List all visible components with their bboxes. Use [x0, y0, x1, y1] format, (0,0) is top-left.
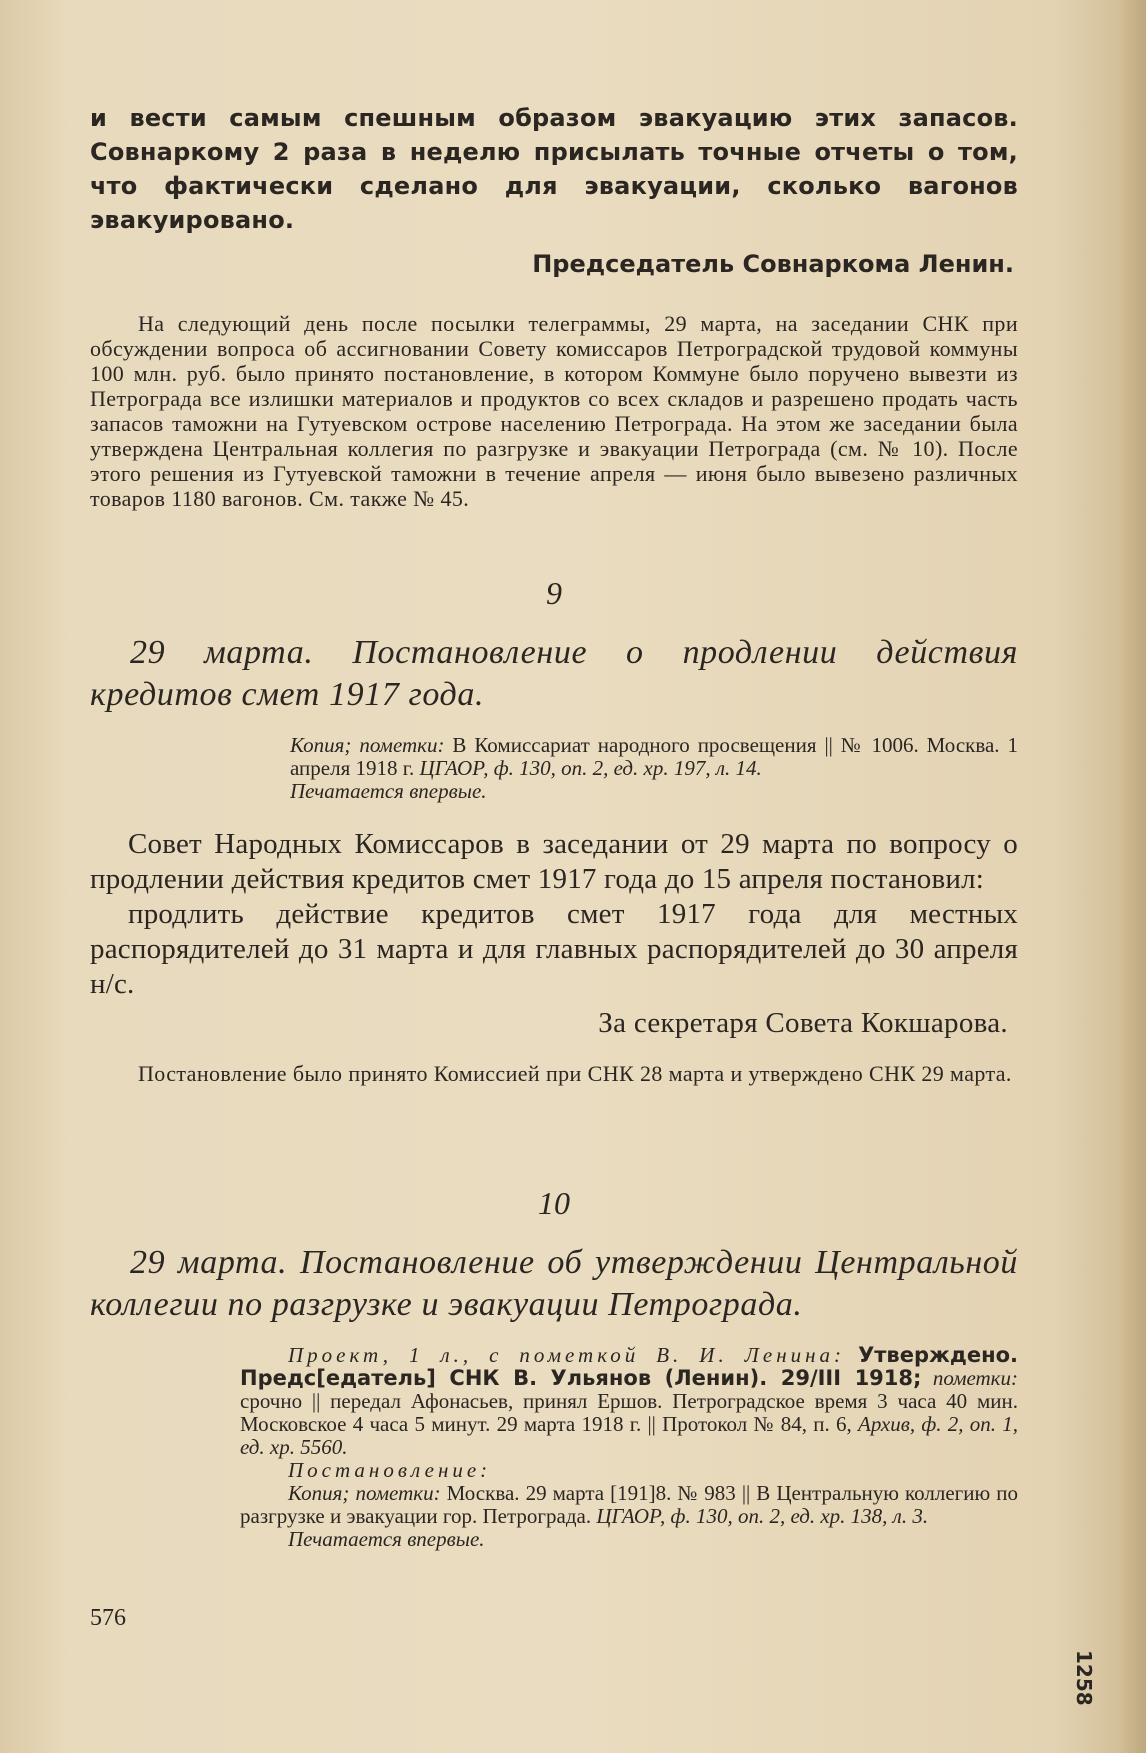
doc10-src1-bold: Утверждено. Предс[едатель] СНК В. Ульянов (Ленин). 29/III 1918;: [240, 1343, 1019, 1390]
top-commentary: На следующий день после посылки телеграммы, 29 марта, на заседании СНК при обсуждении вопроса об ассигновании Совету комиссаров Петроградской трудовой коммуны 100 млн. руб. было принято постановление, в котором Коммуне было поручено вывезти из Петрограда все излишки материалов и продуктов со всех складов и разрешено продать часть запасов таможни на Гутуевском острове населению Петрограда. На этом же заседании была утверждена Центральная коллегия по разгрузке и эвакуации Петрограда (см. № 10). После этого решения из Гутуевской таможни в течение апреля — июня было вывезено различных товаров 1180 вагонов. См. также № 45.: [90, 311, 1018, 511]
doc9-body-2: продлить действие кредитов смет 1917 года для местных распорядителей до 31 марта и для главных распорядителей до 30 апреля н/с.: [90, 898, 1018, 1000]
doc10-source-2: Постановление:: [288, 1458, 492, 1482]
doc10-title: 29 марта. Постановление об утверждении Центральной коллегии по разгрузке и эвакуации Петрограда.: [90, 1244, 1018, 1323]
doc9-number: 9: [546, 575, 562, 611]
doc10-source-block: [240, 1344, 1018, 1551]
doc10-source-3: [240, 1482, 1018, 1528]
doc9-signature: За секретаря Совета Кокшарова.: [598, 1007, 1008, 1039]
doc9-source-label: Копия; пометки:: [290, 733, 445, 757]
document-10: [90, 1185, 1018, 1551]
doc9-source-archive: ЦГАОР, ф. 130, оп. 2, ед. хр. 197, л. 14.: [419, 756, 762, 780]
doc9-commentary: Постановление было принято Комиссией при СНК 28 марта и утверждено СНК 29 марта.: [138, 1061, 1012, 1086]
doc10-src3-text: Москва. 29 марта [191]8. № 983 || В Центральную коллегию по разгрузке и эвакуации гор. Петрограда.: [240, 1481, 1018, 1528]
document-9: [90, 575, 1018, 1086]
doc10-src1-label2: пометки:: [932, 1366, 1019, 1390]
doc10-printed-note: Печатается впервые.: [288, 1527, 485, 1551]
archive-mark: 1258: [1072, 1650, 1096, 1706]
doc10-src1-text: срочно || передал Афонасьев, принял Ершов. Петроградское время 3 часа 40 мин. Московское 4 часа 5 минут. 29 марта 1918 г. || Протокол № 84, п. 6,: [240, 1389, 1018, 1436]
top-section: [90, 101, 1018, 511]
doc9-source: [290, 734, 1018, 780]
page-edge-shadow: [1116, 0, 1146, 1753]
doc10-src3-archive: ЦГАОР, ф. 130, оп. 2, ед. хр. 138, л. 3.: [596, 1504, 929, 1528]
doc9-source-block: [290, 734, 1018, 803]
doc10-source-1: [240, 1344, 1018, 1459]
doc9-title: 29 марта. Постановление о продлении действия кредитов смет 1917 года.: [90, 634, 1018, 713]
doc10-src1-archive: Архив, ф. 2, оп. 1, ед. хр. 5560.: [240, 1412, 1018, 1459]
doc10-number: 10: [538, 1185, 570, 1221]
lenin-signature: Председатель Совнаркома Ленин.: [532, 250, 1014, 278]
doc10-src1-label: Проект, 1 л., с пометкой В. И. Ленина:: [288, 1343, 846, 1367]
doc10-src3-label: Копия; пометки:: [288, 1481, 441, 1505]
doc9-source-text: В Комиссариат народного просвещения || № 1006. Москва. 1 апреля 1918 г.: [290, 733, 1018, 780]
doc9-body-1: Совет Народных Комиссаров в заседании от 29 марта по вопросу о продлении действия кредитов смет 1917 года до 15 апреля постановил:: [90, 828, 1018, 895]
page-number: 576: [90, 1605, 126, 1631]
continuation-paragraph: и вести самым спешным образом эвакуацию этих запасов. Совнаркому 2 раза в неделю присылать точные отчеты о том, что фактически сделано для эвакуации, сколько вагонов эвакуировано.: [90, 104, 1018, 234]
doc9-printed-note: Печатается впервые.: [290, 779, 487, 803]
